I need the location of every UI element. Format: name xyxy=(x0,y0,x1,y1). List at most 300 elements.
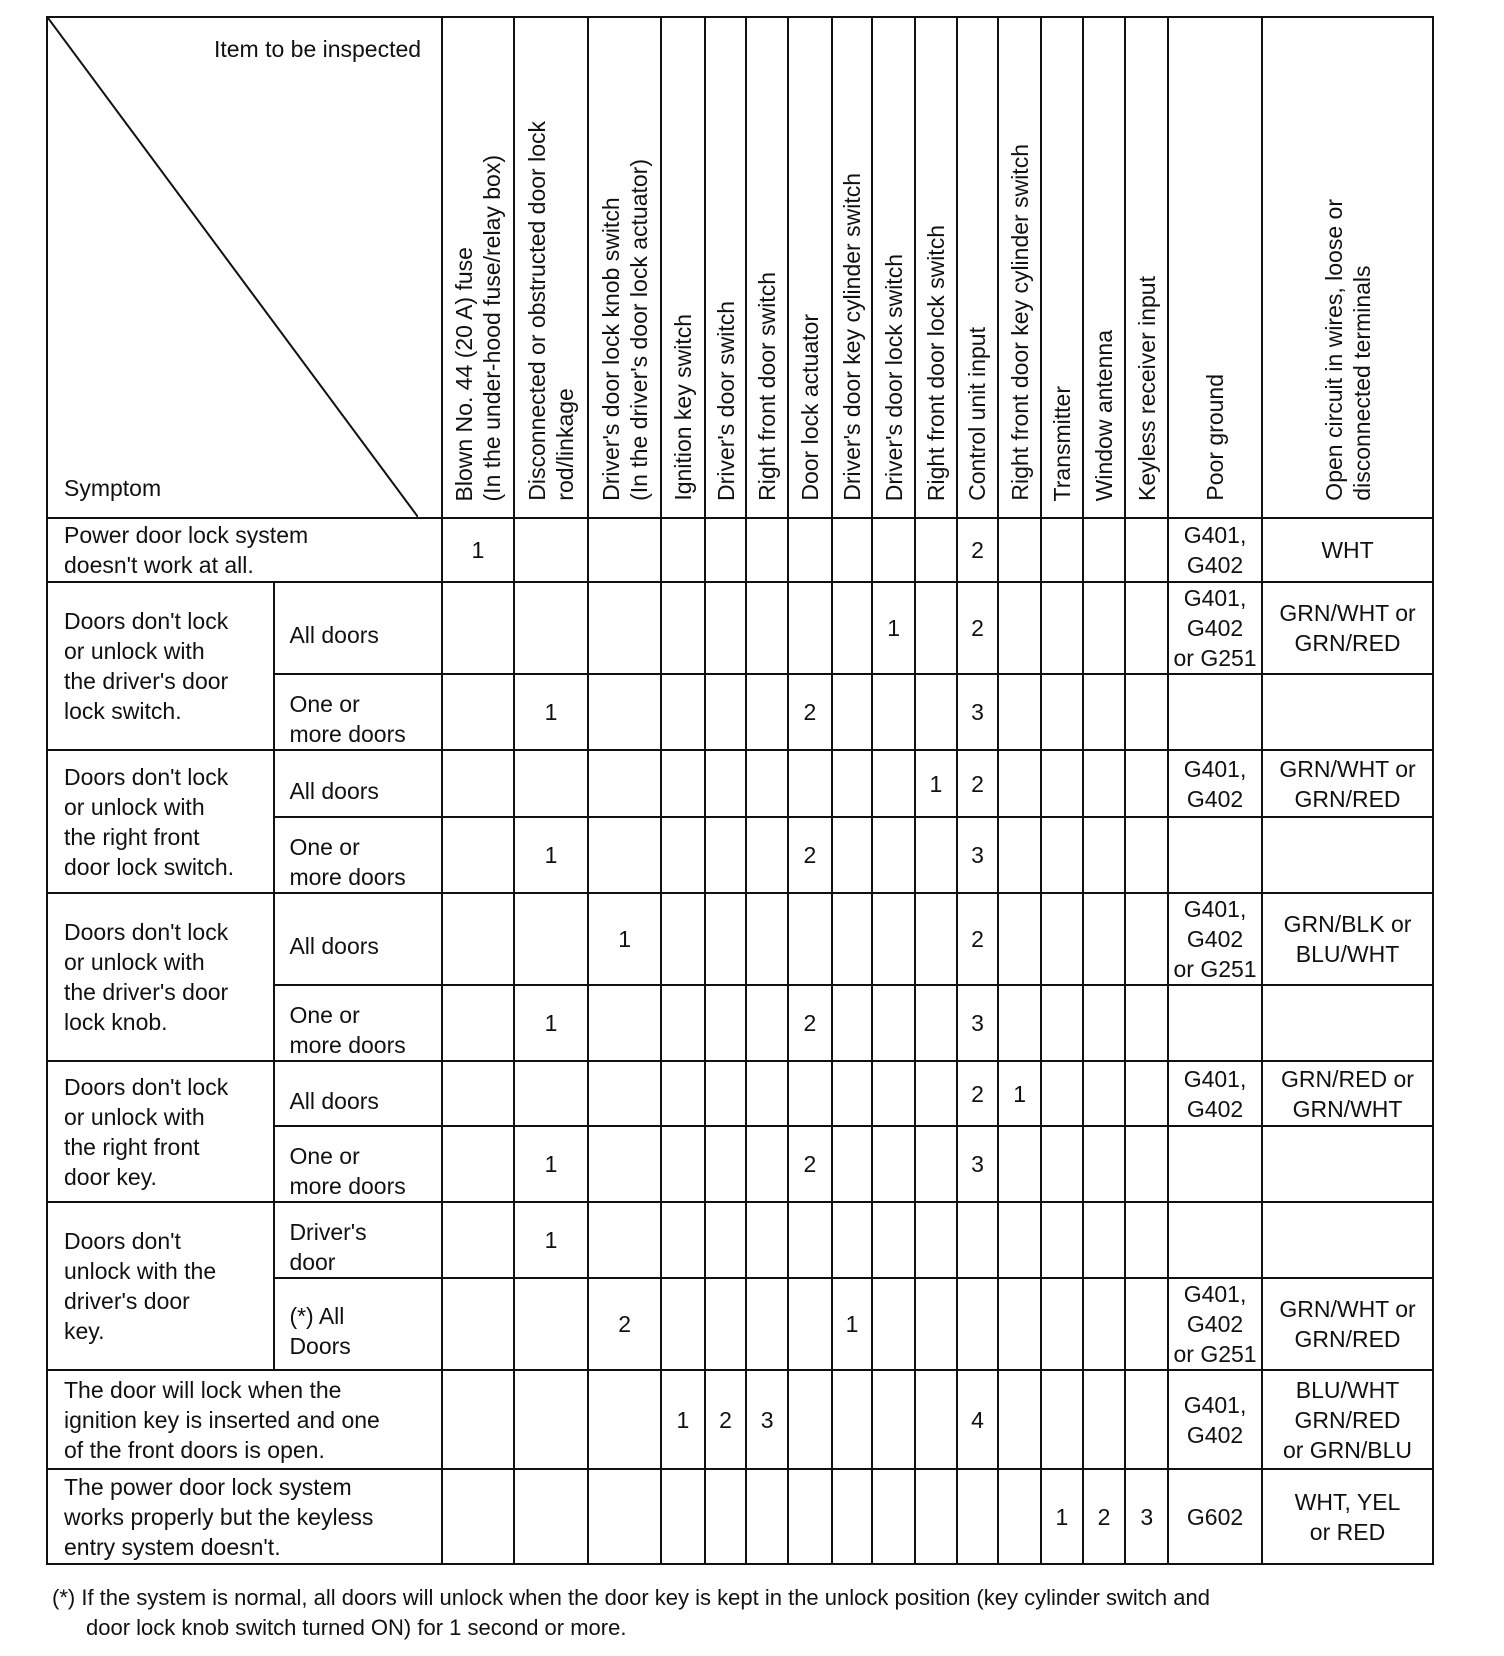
priority-cell: 2 xyxy=(788,674,832,750)
symptom-line: the driver's door xyxy=(64,668,229,694)
priority-cell xyxy=(1041,1061,1083,1126)
priority-cell xyxy=(746,1202,788,1278)
ground-line: G401, xyxy=(1183,755,1247,782)
priority-cell xyxy=(915,1061,957,1126)
priority-cell xyxy=(588,1469,661,1564)
column-header xyxy=(588,17,661,518)
column-header xyxy=(705,17,747,518)
priority-cell xyxy=(872,750,915,817)
table-row xyxy=(47,582,1433,674)
column-header-line: rod/linkage xyxy=(551,388,578,501)
column-header-line: (In the under-hood fuse/relay box) xyxy=(478,154,505,501)
priority-cell xyxy=(832,1469,873,1564)
priority-cell xyxy=(705,817,747,893)
ground-cell xyxy=(1168,1370,1262,1469)
symptom-line: Power door lock system xyxy=(64,522,309,548)
priority-cell xyxy=(998,582,1041,674)
sub-symptom-cell xyxy=(274,582,442,674)
wire-cell xyxy=(1262,1061,1433,1126)
symptom-line: door lock switch. xyxy=(64,853,235,880)
priority-cell xyxy=(588,674,661,750)
column-header xyxy=(915,17,957,518)
priority-cell xyxy=(998,1469,1041,1564)
priority-cell xyxy=(957,1202,999,1278)
priority-cell xyxy=(1083,1061,1126,1126)
priority-cell: 3 xyxy=(957,674,999,750)
priority-cell: 2 xyxy=(588,1278,661,1370)
priority-cell: 3 xyxy=(957,985,999,1061)
sub-symptom-line: All doors xyxy=(289,622,379,648)
priority-cell: 1 xyxy=(872,582,915,674)
priority-cell xyxy=(661,674,705,750)
sub-symptom-line: One or xyxy=(289,1002,360,1028)
priority-cell: 2 xyxy=(957,750,999,817)
column-header-line: Door lock actuator xyxy=(796,314,823,501)
priority-cell xyxy=(872,1061,915,1126)
table-row xyxy=(47,1370,1433,1469)
column-header-line: Window antenna xyxy=(1091,329,1117,501)
wire-line: or GRN/BLU xyxy=(1282,1436,1413,1463)
ground-line: G402 xyxy=(1186,615,1244,641)
footnote-line-2: door lock knob switch turned ON) for 1 second or more. xyxy=(86,1615,627,1640)
column-header-line: Disconnected or obstructed door lock xyxy=(523,121,550,501)
priority-cell xyxy=(832,518,873,582)
priority-cell xyxy=(1125,1126,1168,1202)
symptom-cell xyxy=(47,1370,442,1469)
column-header-line: Driver's door lock knob switch xyxy=(597,197,624,501)
priority-cell xyxy=(705,1469,747,1564)
column-header-line: Ignition key switch xyxy=(669,314,696,501)
column-header xyxy=(1262,17,1433,518)
priority-cell xyxy=(746,985,788,1061)
symptom-line: Doors don't xyxy=(64,1228,181,1254)
priority-cell xyxy=(1125,985,1168,1061)
priority-cell xyxy=(998,518,1041,582)
ground-line: G401, xyxy=(1183,522,1247,548)
priority-cell xyxy=(514,1370,589,1469)
priority-cell xyxy=(1041,750,1083,817)
symptom-line: works properly but the keyless xyxy=(64,1503,374,1530)
symptom-label: Symptom xyxy=(64,475,162,501)
priority-cell xyxy=(588,750,661,817)
symptom-line: Doors don't lock xyxy=(64,1073,229,1100)
wire-line: GRN/BLK or xyxy=(1283,911,1412,937)
priority-cell xyxy=(514,1278,589,1370)
symptom-line: door key. xyxy=(64,1163,157,1190)
priority-cell xyxy=(1041,985,1083,1061)
priority-cell xyxy=(832,893,873,985)
sub-symptom-cell xyxy=(274,1126,442,1202)
wire-cell xyxy=(1262,1469,1433,1564)
priority-cell xyxy=(588,518,661,582)
column-header xyxy=(832,17,873,518)
priority-cell xyxy=(588,985,661,1061)
priority-cell xyxy=(1125,582,1168,674)
priority-cell: 1 xyxy=(998,1061,1041,1126)
symptom-line: The door will lock when the xyxy=(64,1376,342,1403)
priority-cell xyxy=(998,1370,1041,1469)
symptom-line: unlock with the xyxy=(64,1258,217,1284)
priority-cell xyxy=(788,750,832,817)
priority-cell xyxy=(746,1469,788,1564)
wire-cell xyxy=(1262,674,1433,750)
sub-symptom-line: more doors xyxy=(289,864,406,890)
sub-symptom-cell xyxy=(274,674,442,750)
wire-line: BLU/WHT xyxy=(1295,941,1400,967)
wire-cell xyxy=(1262,1126,1433,1202)
ground-cell xyxy=(1168,1202,1262,1278)
column-header-line: Driver's door lock switch xyxy=(880,253,907,501)
column-header-line: Right front door switch xyxy=(754,272,781,501)
symptom-line: or unlock with xyxy=(64,638,205,664)
symptom-cell xyxy=(47,1202,274,1370)
sub-symptom-line: One or xyxy=(289,1143,360,1169)
column-header xyxy=(957,17,999,518)
ground-line: G402 xyxy=(1186,926,1244,952)
priority-cell: 4 xyxy=(957,1370,999,1469)
ground-line: G402 xyxy=(1186,785,1244,812)
ground-line: G402 xyxy=(1186,1311,1244,1337)
wire-cell xyxy=(1262,582,1433,674)
priority-cell xyxy=(746,817,788,893)
priority-cell xyxy=(1125,1278,1168,1370)
ground-cell xyxy=(1168,1061,1262,1126)
symptom-cell xyxy=(47,1061,274,1202)
priority-cell xyxy=(442,1126,514,1202)
column-header xyxy=(788,17,832,518)
wire-cell xyxy=(1262,985,1433,1061)
ground-cell xyxy=(1168,750,1262,817)
priority-cell: 1 xyxy=(442,518,514,582)
ground-line: G402 xyxy=(1186,1095,1244,1122)
priority-cell: 2 xyxy=(705,1370,747,1469)
priority-cell xyxy=(1083,1202,1126,1278)
priority-cell xyxy=(705,1202,747,1278)
priority-cell xyxy=(915,1202,957,1278)
symptom-line: lock knob. xyxy=(64,1009,168,1035)
priority-cell xyxy=(1083,674,1126,750)
symptom-cell xyxy=(47,750,274,893)
ground-cell xyxy=(1168,817,1262,893)
priority-cell xyxy=(1083,893,1126,985)
column-header-line: Blown No. 44 (20 A) fuse xyxy=(450,246,477,501)
ground-line: G401, xyxy=(1183,1281,1247,1307)
priority-cell xyxy=(1083,518,1126,582)
sub-symptom-cell xyxy=(274,750,442,817)
priority-cell: 3 xyxy=(746,1370,788,1469)
ground-line: G602 xyxy=(1186,1503,1244,1530)
priority-cell xyxy=(915,985,957,1061)
ground-line: or G251 xyxy=(1173,1341,1257,1367)
wire-cell xyxy=(1262,893,1433,985)
priority-cell xyxy=(442,1469,514,1564)
sub-symptom-cell xyxy=(274,985,442,1061)
priority-cell xyxy=(588,1202,661,1278)
priority-cell xyxy=(915,1469,957,1564)
priority-cell xyxy=(998,893,1041,985)
wire-line: GRN/RED xyxy=(1294,1406,1401,1433)
column-header xyxy=(1083,17,1126,518)
priority-cell: 2 xyxy=(788,817,832,893)
priority-cell xyxy=(872,1370,915,1469)
wire-cell xyxy=(1262,817,1433,893)
priority-cell xyxy=(661,1126,705,1202)
priority-cell xyxy=(705,1126,747,1202)
priority-cell xyxy=(661,582,705,674)
priority-cell xyxy=(788,518,832,582)
priority-cell xyxy=(832,817,873,893)
ground-line: G402 xyxy=(1186,552,1244,578)
sub-symptom-line: All doors xyxy=(289,777,379,804)
priority-cell xyxy=(832,1202,873,1278)
priority-cell xyxy=(915,893,957,985)
priority-cell xyxy=(705,582,747,674)
priority-cell xyxy=(442,582,514,674)
sub-symptom-line: Doors xyxy=(289,1333,351,1359)
priority-cell xyxy=(1125,674,1168,750)
priority-cell xyxy=(872,817,915,893)
sub-symptom-line: All doors xyxy=(289,1087,379,1114)
priority-cell xyxy=(832,1061,873,1126)
column-header xyxy=(442,17,514,518)
priority-cell xyxy=(1125,750,1168,817)
priority-cell xyxy=(1083,817,1126,893)
wire-cell xyxy=(1262,750,1433,817)
priority-cell: 1 xyxy=(514,674,589,750)
header-row xyxy=(47,17,1433,518)
ground-line: G401, xyxy=(1183,1065,1247,1092)
column-header-line: Right front door key cylinder switch xyxy=(1006,144,1033,501)
table-row xyxy=(47,1202,1433,1278)
priority-cell xyxy=(746,582,788,674)
priority-cell xyxy=(832,674,873,750)
priority-cell xyxy=(514,518,589,582)
sub-symptom-line: All doors xyxy=(289,933,379,959)
priority-cell xyxy=(1125,1061,1168,1126)
priority-cell xyxy=(1083,582,1126,674)
ground-line: G401, xyxy=(1183,1391,1247,1418)
priority-cell xyxy=(1041,893,1083,985)
ground-cell xyxy=(1168,1469,1262,1564)
symptom-line: the right front xyxy=(64,1133,200,1160)
priority-cell xyxy=(1041,1202,1083,1278)
wire-cell xyxy=(1262,1202,1433,1278)
priority-cell xyxy=(915,1370,957,1469)
ground-cell xyxy=(1168,518,1262,582)
priority-cell xyxy=(872,893,915,985)
priority-cell xyxy=(705,1061,747,1126)
column-header xyxy=(1041,17,1083,518)
priority-cell xyxy=(872,674,915,750)
column-header-line: Keyless receiver input xyxy=(1133,276,1160,501)
column-header xyxy=(514,17,589,518)
priority-cell: 2 xyxy=(788,1126,832,1202)
table-row xyxy=(47,893,1433,985)
column-header-line: Driver's door key cylinder switch xyxy=(839,173,866,501)
wire-cell xyxy=(1262,1370,1433,1469)
sub-symptom-line: One or xyxy=(289,691,360,717)
column-header-line: Right front door lock switch xyxy=(922,224,949,501)
priority-cell xyxy=(1041,1370,1083,1469)
priority-cell xyxy=(746,674,788,750)
symptom-line: Doors don't lock xyxy=(64,763,229,790)
wire-line: GRN/WHT or xyxy=(1279,600,1416,626)
priority-cell xyxy=(1041,1278,1083,1370)
priority-cell xyxy=(661,1469,705,1564)
priority-cell xyxy=(957,1469,999,1564)
diagonal-divider xyxy=(48,18,418,517)
priority-cell xyxy=(832,1370,873,1469)
priority-cell xyxy=(661,518,705,582)
column-header xyxy=(661,17,705,518)
priority-cell xyxy=(661,1278,705,1370)
priority-cell xyxy=(915,674,957,750)
priority-cell xyxy=(998,674,1041,750)
priority-cell xyxy=(1041,674,1083,750)
column-header-line: Transmitter xyxy=(1048,385,1075,501)
priority-cell xyxy=(1125,893,1168,985)
priority-cell: 2 xyxy=(788,985,832,1061)
priority-cell xyxy=(915,518,957,582)
wire-line: GRN/RED xyxy=(1294,630,1401,656)
priority-cell: 1 xyxy=(661,1370,705,1469)
priority-cell xyxy=(442,1202,514,1278)
priority-cell xyxy=(872,985,915,1061)
symptom-cell xyxy=(47,518,442,582)
symptom-cell xyxy=(47,893,274,1061)
symptom-troubleshooting-table xyxy=(46,16,1434,1565)
wire-cell xyxy=(1262,1278,1433,1370)
wire-line: WHT, YEL xyxy=(1294,1488,1401,1515)
priority-cell xyxy=(705,893,747,985)
wire-line: GRN/WHT xyxy=(1292,1095,1403,1122)
symptom-line: of the front doors is open. xyxy=(64,1436,325,1463)
priority-cell xyxy=(788,1202,832,1278)
sub-symptom-line: door xyxy=(289,1249,336,1275)
symptom-line: the driver's door xyxy=(64,979,229,1005)
wire-line: GRN/WHT or xyxy=(1279,1296,1416,1322)
priority-cell xyxy=(1125,1370,1168,1469)
ground-line: G401, xyxy=(1183,896,1247,922)
symptom-line: The power door lock system xyxy=(64,1473,352,1500)
ground-line: or G251 xyxy=(1173,645,1257,671)
priority-cell xyxy=(1041,518,1083,582)
priority-cell xyxy=(998,1126,1041,1202)
priority-cell xyxy=(1125,1202,1168,1278)
sub-symptom-line: One or xyxy=(289,834,360,860)
symptom-line: or unlock with xyxy=(64,793,205,820)
wire-cell xyxy=(1262,518,1433,582)
sub-symptom-line: more doors xyxy=(289,721,406,747)
priority-cell: 1 xyxy=(514,1202,589,1278)
priority-cell xyxy=(788,1061,832,1126)
priority-cell xyxy=(705,1278,747,1370)
priority-cell xyxy=(442,1061,514,1126)
priority-cell xyxy=(442,985,514,1061)
priority-cell xyxy=(442,1278,514,1370)
priority-cell xyxy=(1083,750,1126,817)
priority-cell xyxy=(788,1278,832,1370)
priority-cell xyxy=(832,582,873,674)
priority-cell: 2 xyxy=(1083,1469,1126,1564)
footnote-line-1: (*) If the system is normal, all doors will unlock when the door key is kept in the unlock position (key cylinder switch and xyxy=(52,1585,1210,1610)
ground-cell xyxy=(1168,582,1262,674)
symptom-line: or unlock with xyxy=(64,949,205,975)
priority-cell xyxy=(514,750,589,817)
column-header-line: (In the driver's door lock actuator) xyxy=(625,159,652,501)
priority-cell: 2 xyxy=(957,893,999,985)
priority-cell xyxy=(442,1370,514,1469)
priority-cell xyxy=(705,750,747,817)
priority-cell xyxy=(1083,1278,1126,1370)
priority-cell xyxy=(832,750,873,817)
priority-cell xyxy=(998,985,1041,1061)
item-to-be-inspected-label: Item to be inspected xyxy=(213,36,422,62)
column-header-line: Open circuit in wires, loose or xyxy=(1320,199,1347,501)
sub-symptom-cell xyxy=(274,1278,442,1370)
priority-cell xyxy=(746,893,788,985)
column-header xyxy=(746,17,788,518)
wire-line: WHT xyxy=(1321,537,1374,563)
priority-cell xyxy=(915,1126,957,1202)
wire-line: GRN/RED or xyxy=(1281,1065,1414,1092)
column-header-line: Control unit input xyxy=(964,327,991,501)
priority-cell xyxy=(746,1278,788,1370)
symptom-cell xyxy=(47,1469,442,1564)
priority-cell xyxy=(788,1370,832,1469)
ground-line: G402 xyxy=(1186,1421,1244,1448)
column-header xyxy=(998,17,1041,518)
ground-cell xyxy=(1168,1278,1262,1370)
corner-header-cell xyxy=(47,17,442,518)
table-row xyxy=(47,1469,1433,1564)
priority-cell xyxy=(1041,582,1083,674)
priority-cell xyxy=(915,817,957,893)
priority-cell: 1 xyxy=(588,893,661,985)
column-header xyxy=(872,17,915,518)
table-row xyxy=(47,518,1433,582)
priority-cell xyxy=(957,1278,999,1370)
sub-symptom-cell xyxy=(274,1061,442,1126)
symptom-line: Doors don't lock xyxy=(64,608,229,634)
priority-cell xyxy=(998,750,1041,817)
ground-line: G401, xyxy=(1183,585,1247,611)
ground-line: or G251 xyxy=(1173,956,1257,982)
symptom-line: driver's door xyxy=(64,1288,190,1314)
priority-cell xyxy=(1125,518,1168,582)
priority-cell xyxy=(514,893,589,985)
symptom-line: the right front xyxy=(64,823,200,850)
priority-cell: 1 xyxy=(915,750,957,817)
wire-line: GRN/WHT or xyxy=(1279,755,1416,782)
priority-cell: 1 xyxy=(514,1126,589,1202)
symptom-line: ignition key is inserted and one xyxy=(64,1406,380,1433)
priority-cell xyxy=(661,1061,705,1126)
priority-cell xyxy=(1041,817,1083,893)
priority-cell xyxy=(588,1126,661,1202)
priority-cell: 3 xyxy=(957,817,999,893)
priority-cell xyxy=(588,582,661,674)
priority-cell xyxy=(746,1126,788,1202)
priority-cell xyxy=(661,893,705,985)
wire-line: GRN/RED xyxy=(1294,1326,1401,1352)
priority-cell: 2 xyxy=(957,1061,999,1126)
footnote xyxy=(52,1583,1452,1643)
priority-cell xyxy=(442,674,514,750)
priority-cell xyxy=(746,518,788,582)
priority-cell xyxy=(442,893,514,985)
priority-cell xyxy=(442,817,514,893)
